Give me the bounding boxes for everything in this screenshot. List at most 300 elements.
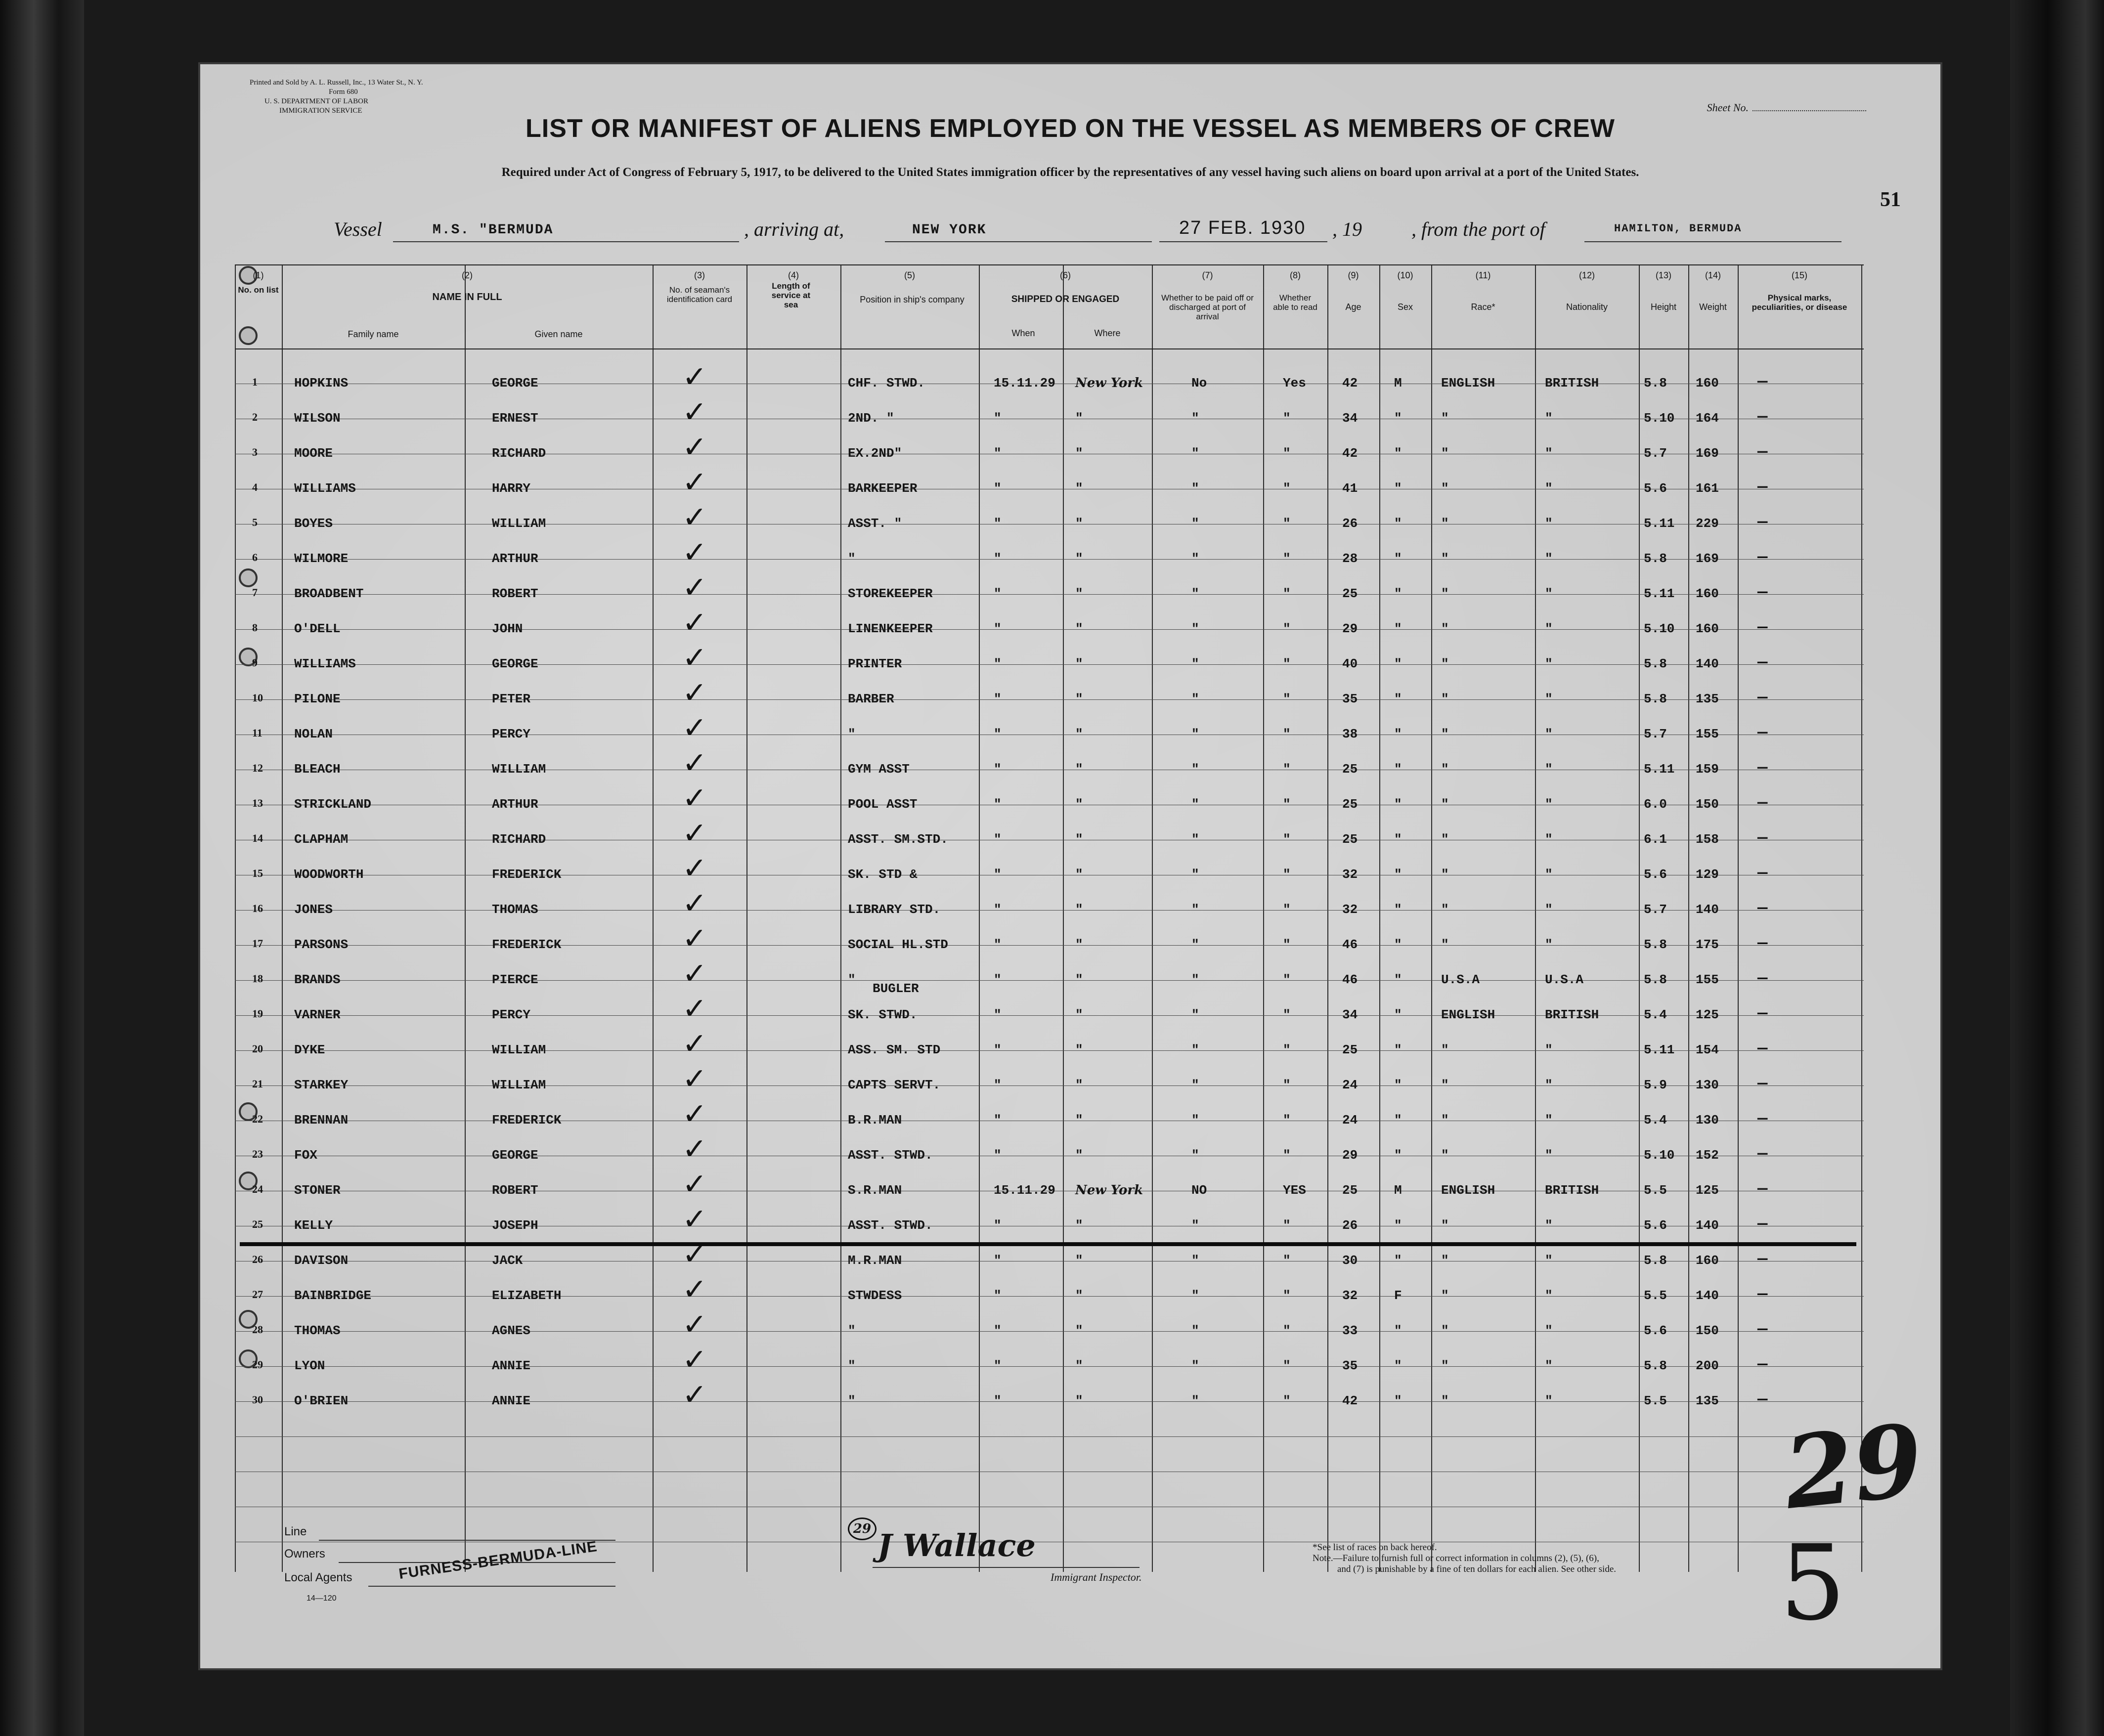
family-name-cell: BROADBENT: [294, 586, 364, 601]
family-name-cell: O'DELL: [294, 621, 341, 636]
physical-marks-dash: —: [1757, 1320, 1768, 1339]
physical-marks-dash: —: [1757, 1285, 1768, 1304]
paid-off-cell: ": [1191, 1393, 1199, 1408]
shipped-where-cell: ": [1075, 972, 1083, 987]
id-card-checkmark: ✓: [682, 535, 707, 570]
given-name-cell: ELIZABETH: [492, 1288, 562, 1303]
height-cell: 5.10: [1644, 621, 1675, 636]
paid-off-cell: ": [1191, 1113, 1199, 1128]
paid-off-cell: ": [1191, 1007, 1199, 1022]
column-number: (2): [462, 270, 473, 280]
paid-off-cell: ": [1191, 972, 1199, 987]
vessel-underline: [393, 241, 739, 242]
paid-off-cell: ": [1191, 1288, 1199, 1303]
paid-off-cell: ": [1191, 937, 1199, 952]
shipped-when-cell: ": [994, 551, 1002, 566]
page-handwritten: 5: [1780, 1522, 1846, 1644]
family-name-cell: LYON: [294, 1358, 325, 1373]
physical-marks-dash: —: [1757, 724, 1768, 742]
family-name-cell: WILLIAMS: [294, 656, 356, 671]
footer-note: and (7) is punishable by a fine of ten dollars for each alien. See other side.: [1337, 1564, 1617, 1574]
shipped-when-cell: ": [994, 1042, 1002, 1057]
race-cell: ": [1441, 446, 1449, 461]
id-card-checkmark: ✓: [682, 430, 707, 465]
race-cell: ": [1441, 516, 1449, 531]
id-card-checkmark: ✓: [682, 816, 707, 851]
column-divider: [1327, 264, 1328, 1572]
given-name-cell: ARTHUR: [492, 797, 538, 812]
id-card-checkmark: ✓: [682, 1132, 707, 1167]
column-number: (8): [1290, 270, 1301, 280]
row-rule: [235, 629, 1864, 630]
race-cell: ": [1441, 1323, 1449, 1338]
column-number: (4): [788, 270, 799, 280]
id-card-checkmark: ✓: [682, 886, 707, 921]
manifest-page: [200, 64, 1940, 1668]
physical-marks-dash: —: [1757, 618, 1768, 637]
height-cell: 5.5: [1644, 1288, 1667, 1303]
family-name-cell: BRENNAN: [294, 1113, 349, 1128]
able-to-read-cell: ": [1283, 902, 1291, 917]
able-to-read-cell: ": [1283, 481, 1291, 496]
age-cell: 30: [1342, 1253, 1358, 1268]
able-to-read-cell: ": [1283, 762, 1291, 777]
physical-marks-dash: —: [1757, 759, 1768, 778]
paid-off-cell: ": [1191, 586, 1199, 601]
position-cell: STWDESS: [848, 1288, 902, 1303]
shipped-when-cell: ": [994, 1288, 1002, 1303]
id-card-checkmark: ✓: [682, 570, 707, 605]
physical-marks-dash: —: [1757, 478, 1768, 497]
position-cell: CAPTS SERVT.: [848, 1078, 941, 1092]
printer-line: Printed and Sold by A. L. Russell, Inc., 13 Water St., N. Y.: [250, 79, 423, 87]
column-number: (10): [1397, 270, 1413, 280]
id-card-checkmark: ✓: [682, 921, 707, 956]
able-to-read-cell: ": [1283, 411, 1291, 426]
id-card-checkmark: ✓: [682, 500, 707, 535]
nationality-cell: ": [1545, 621, 1553, 636]
row-number-cell: 8: [252, 621, 258, 634]
height-cell: 5.8: [1644, 937, 1667, 952]
column-header-length-service: Length of service at sea: [771, 281, 811, 309]
column-header-sex: Sex: [1397, 302, 1413, 312]
shipped-when-cell: ": [994, 1078, 1002, 1092]
able-to-read-cell: Yes: [1283, 376, 1306, 391]
shipped-where-cell: ": [1075, 1253, 1083, 1268]
family-name-cell: O'BRIEN: [294, 1393, 349, 1408]
footer-line-label: Line: [284, 1525, 307, 1538]
column-header-id-card: No. of seaman's identification card: [666, 285, 733, 304]
row-rule: [235, 1050, 1864, 1051]
row-number-cell: 15: [252, 867, 263, 879]
age-cell: 32: [1342, 1288, 1358, 1303]
weight-cell: 135: [1696, 692, 1719, 706]
height-cell: 5.6: [1644, 867, 1667, 882]
position-cell: B.R.MAN: [848, 1113, 902, 1128]
shipped-when-cell: ": [994, 902, 1002, 917]
shipped-where-cell: ": [1075, 902, 1083, 917]
column-divider: [1379, 264, 1380, 1572]
column-divider: [1063, 264, 1064, 1572]
age-cell: 32: [1342, 867, 1358, 882]
nationality-cell: ": [1545, 1288, 1553, 1303]
id-card-checkmark: ✓: [682, 781, 707, 816]
paid-off-cell: ": [1191, 446, 1199, 461]
column-header-name: NAME IN FULL: [432, 292, 502, 303]
given-name-cell: FREDERICK: [492, 1113, 562, 1128]
family-name-cell: STRICKLAND: [294, 797, 372, 812]
sex-cell: ": [1394, 656, 1402, 671]
column-header-position: Position in ship's company: [860, 295, 964, 304]
position-continuation: BUGLER: [873, 981, 919, 996]
paid-off-cell: ": [1191, 1253, 1199, 1268]
shipped-when-cell: ": [994, 867, 1002, 882]
nationality-cell: BRITISH: [1545, 376, 1599, 391]
strike-through-line: [240, 1242, 1856, 1246]
family-name-cell: DAVISON: [294, 1253, 349, 1268]
shipped-where-cell: ": [1075, 1323, 1083, 1338]
able-to-read-cell: ": [1283, 797, 1291, 812]
column-divider: [1431, 264, 1432, 1572]
family-name-cell: THOMAS: [294, 1323, 341, 1338]
weight-cell: 129: [1696, 867, 1719, 882]
film-border-left: [0, 0, 84, 1736]
row-rule: [235, 1085, 1864, 1086]
row-number-cell: 6: [252, 551, 258, 564]
able-to-read-cell: ": [1283, 1253, 1291, 1268]
row-rule: [235, 559, 1864, 560]
sex-cell: ": [1394, 867, 1402, 882]
shipped-where-cell: ": [1075, 1148, 1083, 1163]
shipped-when-cell: ": [994, 621, 1002, 636]
height-cell: 5.6: [1644, 1218, 1667, 1233]
row-number-cell: 30: [252, 1393, 263, 1406]
paid-off-cell: NO: [1191, 1183, 1207, 1198]
from-port: HAMILTON, BERMUDA: [1614, 222, 1742, 235]
paid-off-cell: ": [1191, 832, 1199, 847]
sex-cell: ": [1394, 481, 1402, 496]
race-cell: ": [1441, 1393, 1449, 1408]
family-name-cell: FOX: [294, 1148, 317, 1163]
sheet-number-blank: [1753, 110, 1866, 111]
able-to-read-cell: ": [1283, 1288, 1291, 1303]
age-cell: 42: [1342, 1393, 1358, 1408]
weight-cell: 159: [1696, 762, 1719, 777]
signature-circle: 29: [848, 1518, 877, 1540]
nationality-cell: ": [1545, 727, 1553, 741]
column-header-age: Age: [1345, 302, 1361, 312]
row-rule: [235, 1436, 1864, 1437]
nationality-cell: ": [1545, 937, 1553, 952]
physical-marks-dash: —: [1757, 829, 1768, 848]
row-number-cell: 1: [252, 376, 258, 388]
column-number: (7): [1202, 270, 1213, 280]
weight-cell: 150: [1696, 1323, 1719, 1338]
age-cell: 32: [1342, 902, 1358, 917]
id-card-checkmark: ✓: [682, 1027, 707, 1061]
race-cell: U.S.A: [1441, 972, 1480, 987]
arriving-underline: [885, 241, 1152, 242]
position-cell: GYM ASST: [848, 762, 910, 777]
age-cell: 25: [1342, 1183, 1358, 1198]
row-number-cell: 7: [252, 586, 258, 599]
weight-cell: 130: [1696, 1078, 1719, 1092]
physical-marks-dash: —: [1757, 1390, 1768, 1409]
race-cell: ": [1441, 411, 1449, 426]
race-cell: ENGLISH: [1441, 376, 1495, 391]
paid-off-cell: ": [1191, 1078, 1199, 1092]
row-rule: [235, 980, 1864, 981]
position-cell: ": [848, 551, 856, 566]
family-name-cell: STARKEY: [294, 1078, 349, 1092]
total-handwritten: 29: [1779, 1402, 1928, 1532]
nationality-cell: ": [1545, 797, 1553, 812]
age-cell: 42: [1342, 446, 1358, 461]
column-divider: [1152, 264, 1153, 1572]
able-to-read-cell: ": [1283, 1078, 1291, 1092]
position-cell: SOCIAL HL.STD: [848, 937, 948, 952]
shipped-when-cell: ": [994, 1007, 1002, 1022]
family-name-cell: JONES: [294, 902, 333, 917]
nationality-cell: ": [1545, 586, 1553, 601]
age-cell: 29: [1342, 1148, 1358, 1163]
race-cell: ": [1441, 832, 1449, 847]
footer-agents-label: Local Agents: [284, 1571, 352, 1584]
family-name-cell: WILLIAMS: [294, 481, 356, 496]
position-cell: BARBER: [848, 692, 894, 706]
row-rule: [235, 1015, 1864, 1016]
row-number-cell: 25: [252, 1218, 263, 1230]
shipped-when-cell: ": [994, 1148, 1002, 1163]
shipped-where-cell: New York: [1075, 376, 1143, 391]
age-cell: 38: [1342, 727, 1358, 741]
weight-cell: 229: [1696, 516, 1719, 531]
shipped-where-cell: ": [1075, 411, 1083, 426]
sex-cell: F: [1394, 1288, 1402, 1303]
column-number: (9): [1348, 270, 1359, 280]
sex-cell: ": [1394, 902, 1402, 917]
printer-imprint: [250, 78, 423, 116]
id-card-checkmark: ✓: [682, 1307, 707, 1342]
weight-cell: 169: [1696, 551, 1719, 566]
shipped-when-cell: ": [994, 446, 1002, 461]
height-cell: 5.6: [1644, 481, 1667, 496]
row-number-cell: 5: [252, 516, 258, 528]
family-name-cell: WILMORE: [294, 551, 349, 566]
age-cell: 46: [1342, 937, 1358, 952]
row-rule: [235, 1296, 1864, 1297]
shipped-when-cell: ": [994, 481, 1002, 496]
physical-marks-dash: —: [1757, 1250, 1768, 1269]
vessel-label: Vessel: [334, 218, 382, 240]
position-cell: ASST. STWD.: [848, 1148, 933, 1163]
able-to-read-cell: ": [1283, 516, 1291, 531]
able-to-read-cell: ": [1283, 972, 1291, 987]
column-header-no: No. on list: [238, 285, 279, 295]
shipped-when-cell: ": [994, 937, 1002, 952]
row-rule: [235, 664, 1864, 665]
weight-cell: 154: [1696, 1042, 1719, 1057]
height-cell: 5.8: [1644, 656, 1667, 671]
family-name-cell: KELLY: [294, 1218, 333, 1233]
age-cell: 24: [1342, 1078, 1358, 1092]
weight-cell: 150: [1696, 797, 1719, 812]
nationality-cell: ": [1545, 656, 1553, 671]
row-rule: [235, 1401, 1864, 1402]
able-to-read-cell: ": [1283, 586, 1291, 601]
paid-off-cell: ": [1191, 621, 1199, 636]
sex-cell: ": [1394, 1218, 1402, 1233]
row-number-cell: 2: [252, 411, 258, 423]
position-cell: ": [848, 1393, 856, 1408]
shipped-when-cell: ": [994, 586, 1002, 601]
id-card-checkmark: ✓: [682, 1097, 707, 1131]
row-number-cell: 20: [252, 1042, 263, 1055]
column-header-weight: Weight: [1699, 302, 1727, 312]
nationality-cell: BRITISH: [1545, 1183, 1599, 1198]
race-cell: ": [1441, 1113, 1449, 1128]
weight-cell: 160: [1696, 586, 1719, 601]
physical-marks-dash: —: [1757, 513, 1768, 532]
age-cell: 29: [1342, 621, 1358, 636]
weight-cell: 169: [1696, 446, 1719, 461]
family-name-cell: MOORE: [294, 446, 333, 461]
height-cell: 5.9: [1644, 1078, 1667, 1092]
footer-note: Note.—Failure to furnish full or correct information in columns (2), (5), (6),: [1313, 1553, 1599, 1563]
height-cell: 5.8: [1644, 692, 1667, 706]
id-card-checkmark: ✓: [682, 1237, 707, 1272]
sex-cell: ": [1394, 586, 1402, 601]
height-cell: 5.8: [1644, 376, 1667, 391]
position-cell: ASST. STWD.: [848, 1218, 933, 1233]
nationality-cell: ": [1545, 1253, 1553, 1268]
age-cell: 26: [1342, 1218, 1358, 1233]
sex-cell: ": [1394, 832, 1402, 847]
footer-owners-label: Owners: [284, 1547, 325, 1561]
paid-off-cell: ": [1191, 692, 1199, 706]
given-name-cell: WILLIAM: [492, 762, 546, 777]
paid-off-cell: ": [1191, 516, 1199, 531]
nationality-cell: ": [1545, 832, 1553, 847]
position-cell: ": [848, 1323, 856, 1338]
age-cell: 33: [1342, 1323, 1358, 1338]
family-name-cell: BOYES: [294, 516, 333, 531]
race-cell: ": [1441, 1218, 1449, 1233]
from-port-label: , from the port of: [1411, 218, 1545, 240]
age-cell: 46: [1342, 972, 1358, 987]
row-number-cell: 24: [252, 1183, 263, 1195]
race-cell: ": [1441, 586, 1449, 601]
family-name-cell: WOODWORTH: [294, 867, 364, 882]
paid-off-cell: ": [1191, 656, 1199, 671]
id-card-checkmark: ✓: [682, 746, 707, 781]
shipped-when-cell: ": [994, 656, 1002, 671]
age-cell: 40: [1342, 656, 1358, 671]
sex-cell: ": [1394, 1393, 1402, 1408]
column-header-shipped: SHIPPED OR ENGAGED: [1011, 294, 1120, 304]
physical-marks-dash: —: [1757, 1004, 1768, 1023]
physical-marks-dash: —: [1757, 1215, 1768, 1234]
column-header-where: Where: [1094, 328, 1121, 338]
race-cell: ": [1441, 1358, 1449, 1373]
shipped-where-cell: ": [1075, 937, 1083, 952]
id-card-checkmark: ✓: [682, 1343, 707, 1377]
position-cell: EX.2ND": [848, 446, 902, 461]
shipped-where-cell: ": [1075, 1288, 1083, 1303]
weight-cell: 175: [1696, 937, 1719, 952]
column-divider: [1738, 264, 1739, 1572]
position-cell: ": [848, 1358, 856, 1373]
race-cell: ": [1441, 1253, 1449, 1268]
shipped-where-cell: ": [1075, 621, 1083, 636]
race-cell: ENGLISH: [1441, 1007, 1495, 1022]
id-card-checkmark: ✓: [682, 1062, 707, 1096]
header-rule: [235, 348, 1864, 349]
height-cell: 5.7: [1644, 446, 1667, 461]
physical-marks-dash: —: [1757, 969, 1768, 988]
height-cell: 5.10: [1644, 411, 1675, 426]
able-to-read-cell: YES: [1283, 1183, 1306, 1198]
from-port-underline: [1584, 241, 1841, 242]
company-stamp: FURNESS-BERMUDA-LINE: [397, 1538, 599, 1583]
row-rule: [235, 594, 1864, 595]
physical-marks-dash: —: [1757, 689, 1768, 707]
row-rule: [235, 945, 1864, 946]
id-card-checkmark: ✓: [682, 851, 707, 886]
nationality-cell: ": [1545, 1323, 1553, 1338]
height-cell: 5.11: [1644, 516, 1675, 531]
sheet-number: [1707, 101, 1866, 114]
column-divider: [979, 264, 980, 1572]
height-cell: 5.8: [1644, 1358, 1667, 1373]
paid-off-cell: ": [1191, 867, 1199, 882]
nationality-cell: U.S.A: [1545, 972, 1584, 987]
document-subtitle: Required under Act of Congress of February 5, 1917, to be delivered to the United States immigration officer by the representatives of any vessel having such aliens on board upon arrival at a port of the United States.: [501, 166, 1639, 179]
column-header-height: Height: [1650, 302, 1677, 312]
inspector-signature: J Wallace: [877, 1527, 1036, 1563]
shipped-where-cell: ": [1075, 551, 1083, 566]
weight-cell: 164: [1696, 411, 1719, 426]
height-cell: 5.7: [1644, 727, 1667, 741]
shipped-when-cell: ": [994, 692, 1002, 706]
sex-cell: ": [1394, 1007, 1402, 1022]
shipped-where-cell: ": [1075, 867, 1083, 882]
position-cell: CHF. STWD.: [848, 376, 925, 391]
position-cell: STOREKEEPER: [848, 586, 933, 601]
nationality-cell: ": [1545, 1393, 1553, 1408]
shipped-when-cell: ": [994, 972, 1002, 987]
height-cell: 6.0: [1644, 797, 1667, 812]
nationality-cell: ": [1545, 1042, 1553, 1057]
shipped-where-cell: ": [1075, 1358, 1083, 1373]
crew-table: [235, 264, 1864, 1572]
column-divider: [1263, 264, 1264, 1572]
weight-cell: 155: [1696, 727, 1719, 741]
inspector-label: Immigrant Inspector.: [1051, 1571, 1142, 1583]
shipped-when-cell: ": [994, 411, 1002, 426]
given-name-cell: JACK: [492, 1253, 523, 1268]
weight-cell: 140: [1696, 902, 1719, 917]
row-number-cell: 21: [252, 1078, 263, 1090]
column-number: (5): [904, 270, 915, 280]
given-name-cell: WILLIAM: [492, 1042, 546, 1057]
height-cell: 5.10: [1644, 1148, 1675, 1163]
row-number-cell: 29: [252, 1358, 263, 1371]
given-name-cell: JOSEPH: [492, 1218, 538, 1233]
physical-marks-dash: —: [1757, 1180, 1768, 1199]
shipped-where-cell: New York: [1075, 1183, 1143, 1198]
given-name-cell: ARTHUR: [492, 551, 538, 566]
